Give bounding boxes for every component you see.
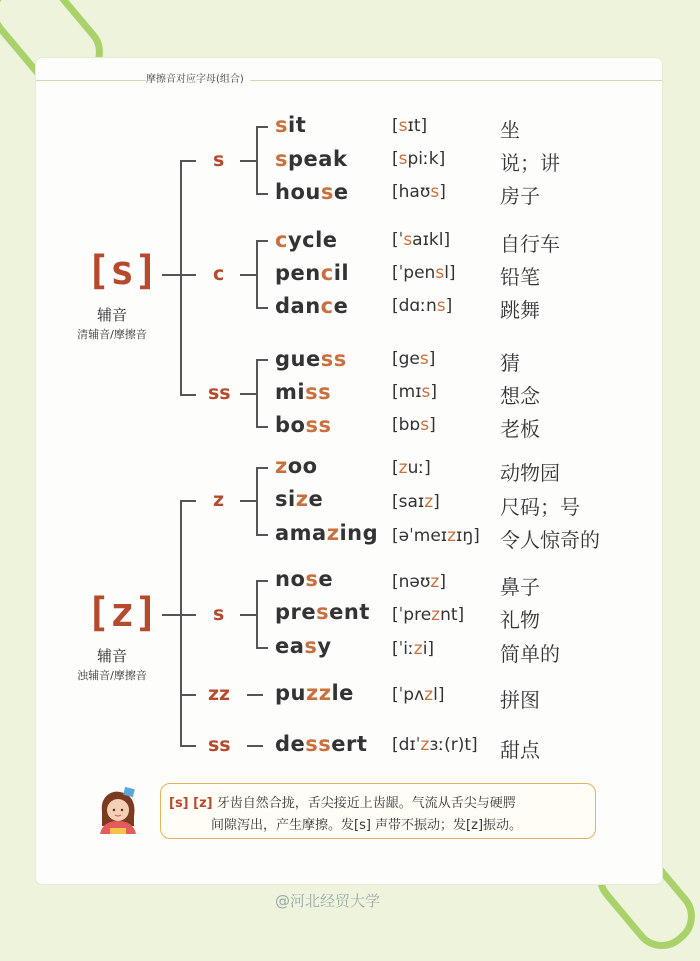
- bracket-line: [180, 160, 196, 162]
- chinese-meaning: 令人惊奇的: [500, 528, 600, 552]
- bracket-line: [256, 126, 268, 128]
- note-line-2: 间隙泻出，产生摩擦。发[s] 声带不振动；发[z]振动。: [211, 818, 523, 833]
- bracket-line: [180, 274, 196, 276]
- bracket-line: [180, 394, 196, 396]
- example-word: present: [275, 600, 370, 624]
- phoneme-s-sublabel: 清辅音/摩擦音: [77, 328, 147, 341]
- example-word: guess: [275, 347, 347, 371]
- example-word: pencil: [275, 261, 350, 285]
- phonetic-transcription: [saɪz]: [392, 492, 440, 512]
- chinese-meaning: 动物园: [500, 461, 560, 485]
- chinese-meaning: 老板: [500, 417, 540, 441]
- bracket-line: [256, 307, 268, 309]
- bracket-line: [240, 393, 256, 395]
- bracket-line: [240, 160, 256, 162]
- example-word: sit: [275, 113, 307, 137]
- chinese-meaning: 礼物: [500, 608, 540, 632]
- chinese-meaning: 甜点: [500, 738, 540, 762]
- group-letters: s: [213, 149, 225, 171]
- phonetic-transcription: [bɒs]: [392, 415, 436, 435]
- content-card: [36, 58, 662, 884]
- bracket-line: [180, 500, 196, 502]
- phonetic-transcription: [sɪt]: [392, 116, 428, 136]
- chinese-meaning: 自行车: [500, 232, 560, 256]
- phoneme-z-sublabel: 浊辅音/摩擦音: [77, 669, 147, 682]
- example-word: dance: [275, 294, 349, 318]
- phoneme-z-label: 辅音: [96, 647, 127, 665]
- bracket-line: [256, 126, 258, 193]
- group-letters: z: [213, 489, 225, 511]
- header-divider: [36, 80, 662, 81]
- dash-connector: [247, 694, 263, 696]
- phoneme-z-symbol: [z]: [86, 590, 159, 636]
- phoneme-s-symbol: [s]: [86, 248, 159, 294]
- chinese-meaning: 简单的: [500, 642, 560, 666]
- note-tag: [s] [z]: [169, 796, 213, 811]
- bracket-line: [256, 240, 258, 307]
- bracket-line: [256, 534, 268, 536]
- phonetic-transcription: [ˈpensl]: [392, 263, 456, 283]
- example-word: size: [275, 487, 324, 511]
- example-word: dessert: [275, 732, 368, 756]
- bracket-line: [180, 694, 196, 696]
- page-title: 摩擦音对应字母(组合): [146, 70, 250, 85]
- watermark: @河北经贸大学: [275, 892, 381, 910]
- chinese-meaning: 拼图: [500, 688, 540, 712]
- bracket-line: [180, 160, 182, 394]
- teacher-avatar-icon: [94, 786, 142, 836]
- chinese-meaning: 鼻子: [500, 575, 540, 599]
- phonetic-transcription: [spiːk]: [392, 149, 446, 169]
- bracket-line: [256, 240, 268, 242]
- example-word: amazing: [275, 521, 379, 545]
- phonetic-transcription: [haʊs]: [392, 182, 446, 202]
- phonetic-transcription: [zuː]: [392, 458, 431, 478]
- bracket-line: [240, 500, 256, 502]
- bracket-line: [180, 745, 196, 747]
- phonetic-transcription: [nəʊz]: [392, 572, 446, 592]
- phonetic-transcription: [ˈsaɪkl]: [392, 230, 451, 250]
- chinese-meaning: 铅笔: [500, 265, 540, 289]
- bracket-line: [240, 614, 256, 616]
- example-word: zoo: [275, 454, 318, 478]
- phonetic-transcription: [mɪs]: [392, 382, 438, 402]
- bracket-line: [180, 614, 196, 616]
- chinese-meaning: 说；讲: [500, 151, 560, 175]
- phonetic-transcription: [ˈiːzi]: [392, 639, 435, 659]
- note-line-1: 牙齿自然合拢，舌尖接近上齿龈。气流从舌尖与硬腭: [216, 796, 516, 811]
- phoneme-s-label: 辅音: [96, 306, 127, 324]
- chinese-meaning: 跳舞: [500, 298, 540, 322]
- bracket-line: [256, 359, 268, 361]
- chinese-meaning: 想念: [500, 384, 540, 408]
- bracket-line: [256, 193, 268, 195]
- phonetic-transcription: [dɪˈzɜː(r)t]: [392, 735, 478, 755]
- bracket-line: [256, 647, 268, 649]
- bracket-line: [256, 426, 268, 428]
- chinese-meaning: 尺码；号: [500, 495, 580, 519]
- group-letters: c: [213, 263, 225, 285]
- group-letters: ss: [208, 734, 231, 756]
- example-word: cycle: [275, 228, 338, 252]
- example-word: nose: [275, 567, 334, 591]
- phonetic-transcription: [ˈpʌzl]: [392, 685, 445, 705]
- bracket-line: [256, 359, 258, 426]
- example-word: house: [275, 180, 349, 204]
- bracket-line: [256, 467, 258, 534]
- group-letters: ss: [208, 382, 231, 404]
- bracket-line: [256, 467, 268, 469]
- example-word: speak: [275, 147, 348, 171]
- bracket-line: [180, 500, 182, 745]
- pronunciation-note: [160, 783, 596, 839]
- example-word: easy: [275, 634, 332, 658]
- dash-connector: [247, 745, 263, 747]
- group-letters: zz: [208, 683, 231, 705]
- bracket-line: [256, 580, 268, 582]
- phonetic-transcription: [ges]: [392, 349, 436, 369]
- bracket-line: [162, 614, 180, 616]
- example-word: miss: [275, 380, 332, 404]
- bracket-line: [256, 580, 258, 647]
- example-word: puzzle: [275, 681, 354, 705]
- group-letters: s: [213, 603, 225, 625]
- chinese-meaning: 猜: [500, 351, 520, 375]
- bracket-line: [240, 274, 256, 276]
- phonetic-transcription: [dɑːns]: [392, 296, 453, 316]
- phonetic-transcription: [əˈmeɪzɪŋ]: [392, 526, 480, 546]
- phonetic-transcription: [ˈpreznt]: [392, 605, 465, 625]
- chinese-meaning: 坐: [500, 118, 520, 142]
- bracket-line: [162, 274, 180, 276]
- example-word: boss: [275, 413, 332, 437]
- chinese-meaning: 房子: [500, 184, 540, 208]
